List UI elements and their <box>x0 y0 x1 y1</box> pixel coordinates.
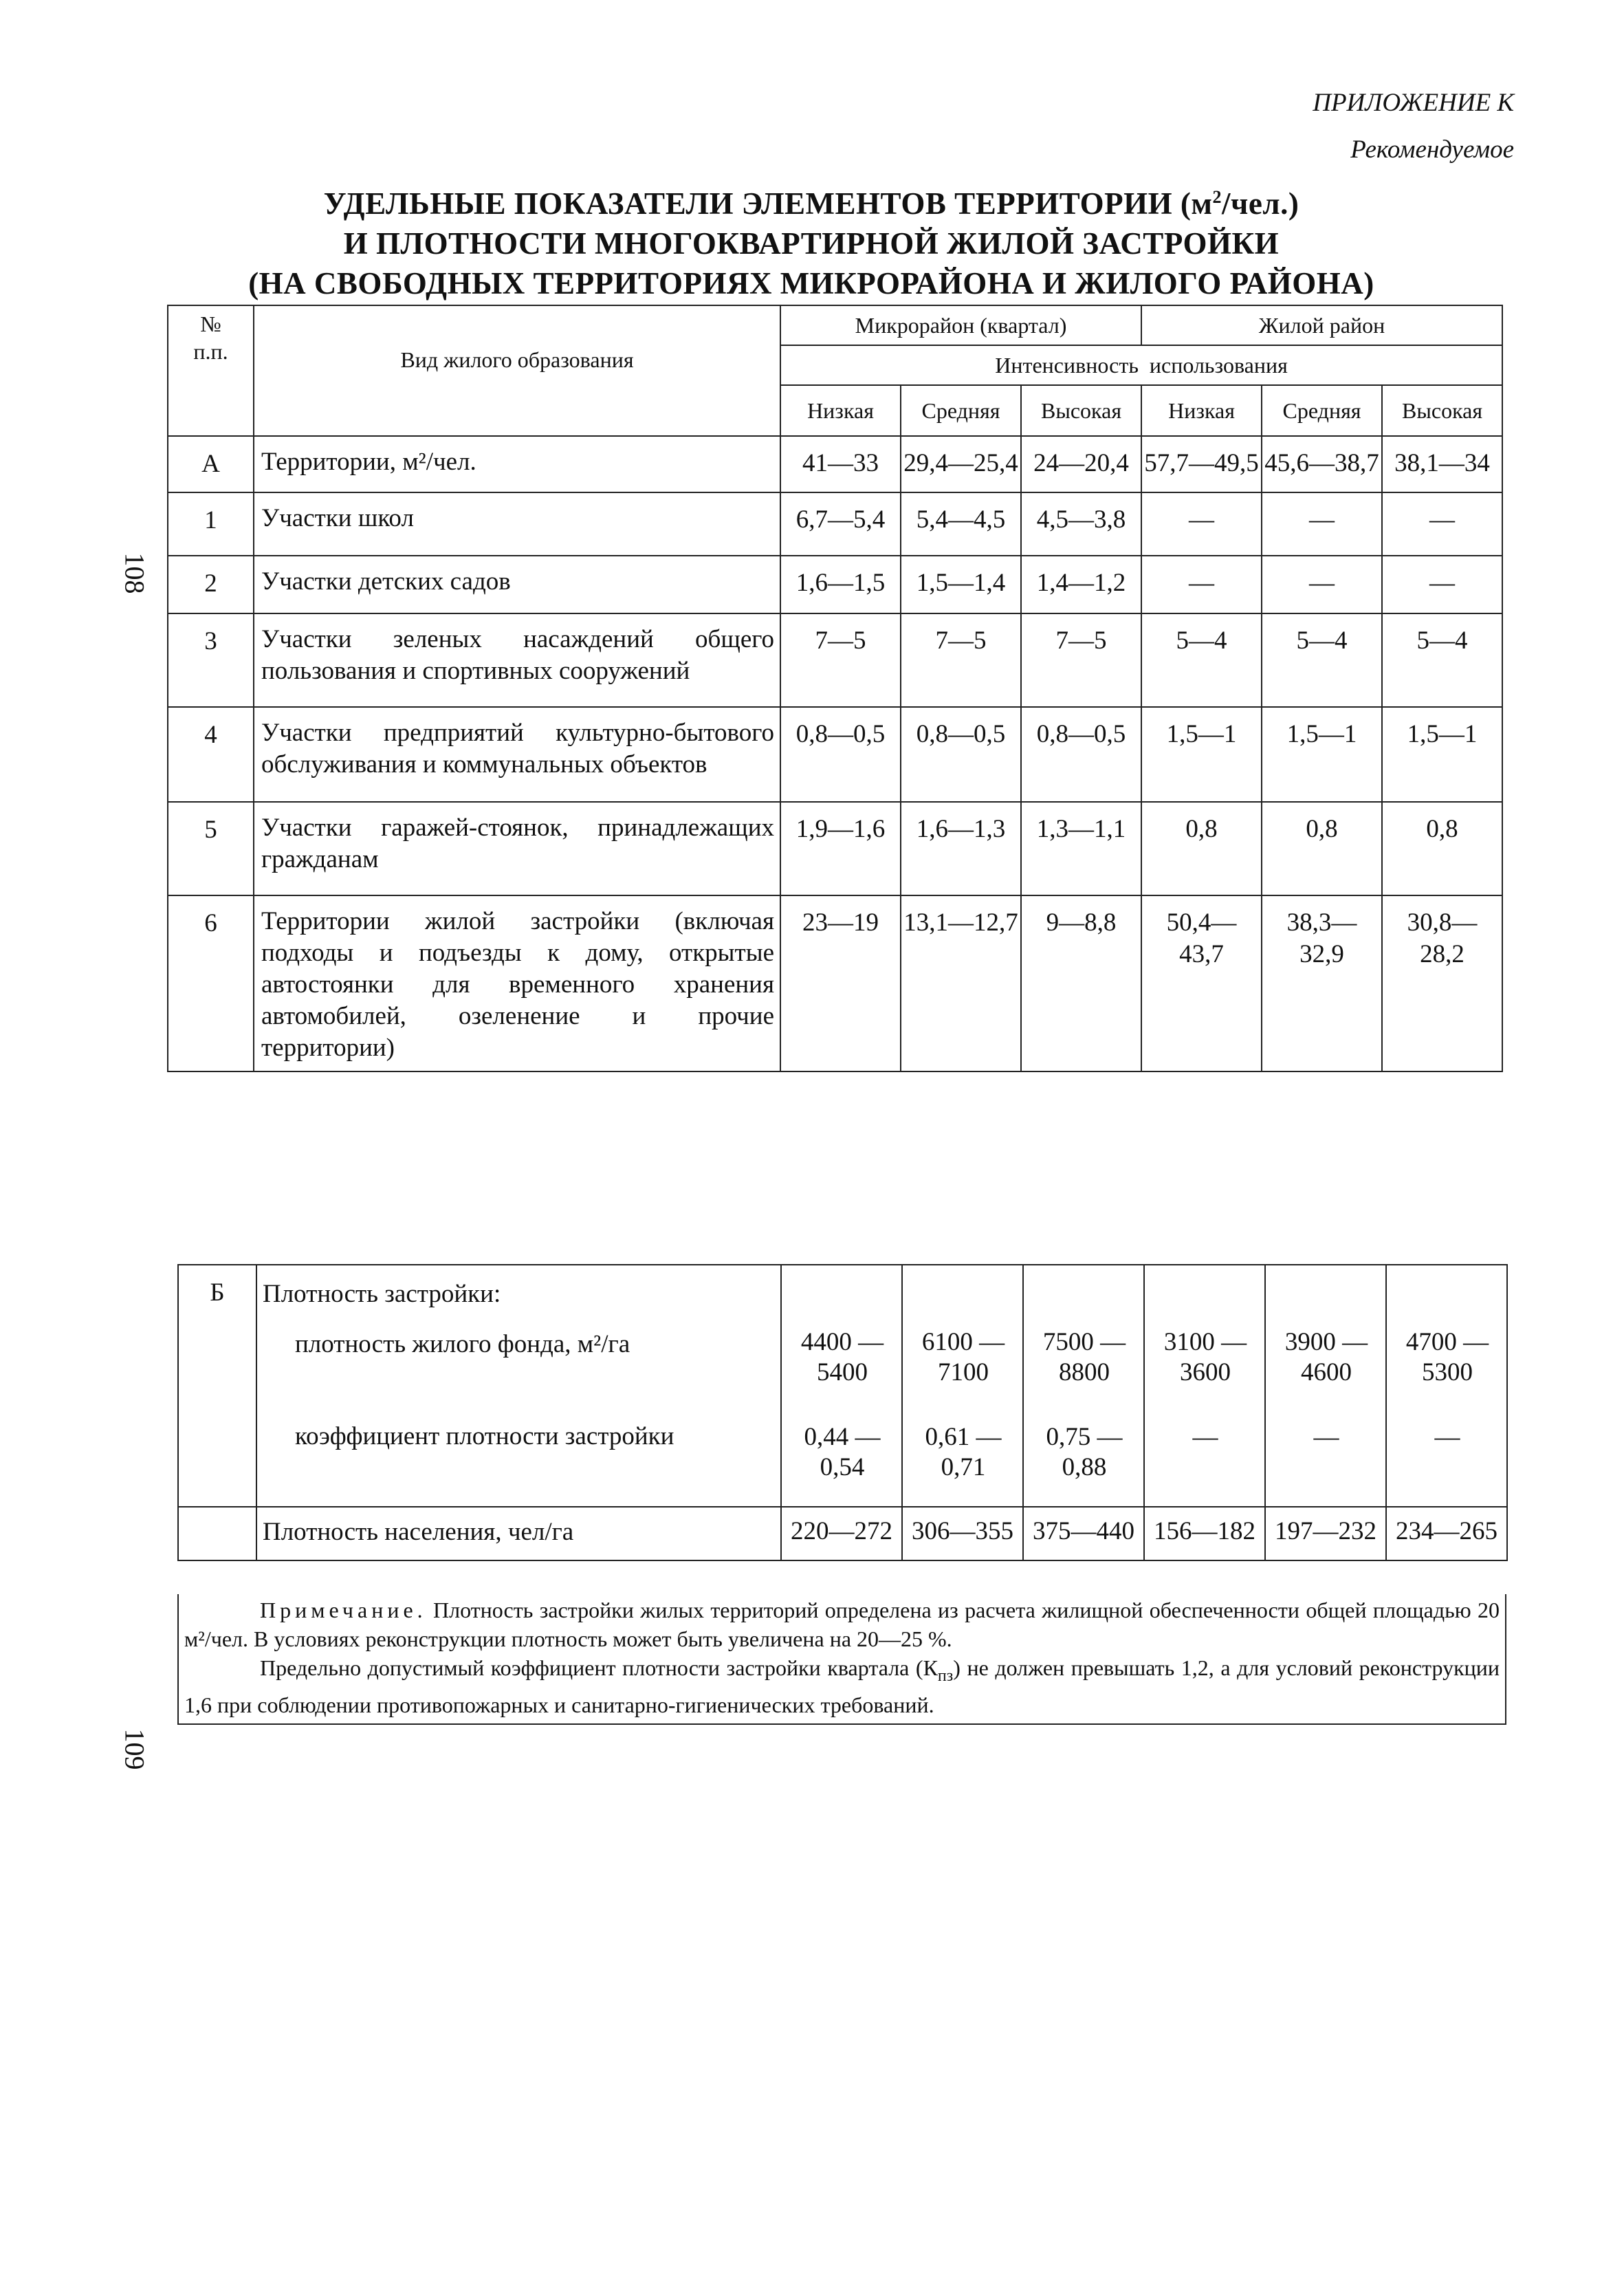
cell-value: 30,8— 28,2 <box>1382 895 1502 1071</box>
cell-value: 1,6—1,5 <box>780 556 901 613</box>
cell-value: 306—355 <box>902 1507 1023 1560</box>
row-id: 2 <box>168 556 254 613</box>
title-line-3: (НА СВОБОДНЫХ ТЕРРИТОРИЯХ МИКРОРАЙОНА И ЖИЛОГО РАЙОНА) <box>248 266 1374 301</box>
row-label: Территории жилой застройки (включая подходы и подъезды к дому, открытые автостоянки для временного хранения автомобилей, озеленение и прочие территории) <box>254 895 780 1071</box>
empty-cell <box>178 1507 256 1560</box>
cell-value: 50,4— 43,7 <box>1141 895 1262 1071</box>
note-1: Примечание. Плотность застройки жилых территорий определена из расчета жилищной обеспеченности общей площадью 20 м²/чел. В условиях реконструкции плотность может быть увеличена на 20—25 %. <box>184 1598 1500 1651</box>
fund-density-label: плотность жилого фонда, м²/га <box>256 1322 781 1415</box>
row-id: 3 <box>168 613 254 707</box>
header-level: Средняя <box>1262 385 1382 436</box>
cell-value: 1,3—1,1 <box>1021 802 1141 895</box>
document-title <box>206 177 1416 303</box>
table-row <box>168 707 1502 802</box>
cell-value: 38,1—34 <box>1382 436 1502 492</box>
cell-value: 0,8—0,5 <box>901 707 1021 802</box>
cell-value: 1,5—1 <box>1382 707 1502 802</box>
cell-value: 0,8—0,5 <box>780 707 901 802</box>
cell-value: 1,5—1 <box>1141 707 1262 802</box>
row-id: 6 <box>168 895 254 1071</box>
cell-value: 0,8 <box>1382 802 1502 895</box>
population-density-label: Плотность населения, чел/га <box>256 1507 781 1560</box>
cell-value: 13,1—12,7 <box>901 895 1021 1071</box>
cell-value: — <box>1262 556 1382 613</box>
coefficient-value: — <box>1192 1423 1218 1451</box>
density-values <box>782 1320 1506 1527</box>
fund-value: 4400 — 5400 <box>800 1328 884 1386</box>
cell-value: 23—19 <box>780 895 901 1071</box>
cell-value: 6,7—5,4 <box>780 492 901 556</box>
fund-value: 3900 — 4600 <box>1284 1328 1368 1386</box>
section-label: Плотность застройки: <box>256 1265 781 1322</box>
cell-value: 0,8 <box>1262 802 1382 895</box>
table-row <box>168 895 1502 1071</box>
header-level: Высокая <box>1021 385 1141 436</box>
coefficient-value: — <box>1313 1423 1339 1451</box>
cell-value: 197—232 <box>1265 1507 1386 1560</box>
row-label: Участки предприятий культурно-бытового обслуживания и коммунальных объектов <box>254 707 780 802</box>
cell-value: 38,3— 32,9 <box>1262 895 1382 1071</box>
header-intensity: Интенсивность использования <box>780 345 1502 385</box>
fund-value: 7500 — 8800 <box>1042 1328 1126 1386</box>
cell-value: 220—272 <box>781 1507 902 1560</box>
header-microdistrict: Микрорайон (квартал) <box>780 305 1141 345</box>
header-level: Средняя <box>901 385 1021 436</box>
cell-value: 5—4 <box>1141 613 1262 707</box>
cell-value: 1,4—1,2 <box>1021 556 1141 613</box>
header-formation-type: Вид жилого образования <box>254 305 780 436</box>
cell-value: — <box>1382 556 1502 613</box>
row-label: Участки школ <box>254 492 780 556</box>
row-label: Участки зеленых насаждений общего пользования и спортивных сооружений <box>254 613 780 707</box>
cell-value: 5,4—4,5 <box>901 492 1021 556</box>
cell-value: 57,7—49,5 <box>1141 436 1262 492</box>
row-id: 4 <box>168 707 254 802</box>
fund-value: 4700 — 5300 <box>1405 1328 1489 1386</box>
cell-value: 29,4—25,4 <box>901 436 1021 492</box>
note-2: Предельно допустимый коэффициент плотности застройки квартала $(К_{пз})$ не должен превышать 1,2, а для условий реконструкции 1,6 при соблюдении противопожарных и санитарно-гигиенических требований. <box>184 1655 1500 1717</box>
row-id: 1 <box>168 492 254 556</box>
coefficient-value: 0,44 — 0,54 <box>804 1423 881 1481</box>
table-row <box>168 436 1502 492</box>
header-level: Высокая <box>1382 385 1502 436</box>
page-number-109: 109 <box>119 1728 151 1770</box>
table-row <box>168 802 1502 895</box>
fund-value: 3100 — 3600 <box>1163 1328 1247 1386</box>
cell-value: 45,6—38,7 <box>1262 436 1382 492</box>
cell-value: 4,5—3,8 <box>1021 492 1141 556</box>
table-row <box>168 613 1502 707</box>
cell-value: 7—5 <box>1021 613 1141 707</box>
header-level: Низкая <box>780 385 901 436</box>
header-number: № п.п. <box>168 305 254 436</box>
coefficient-value: 0,61 — 0,71 <box>925 1423 1002 1481</box>
cell-value: 5—4 <box>1262 613 1382 707</box>
header-residential-district: Жилой район <box>1141 305 1502 345</box>
note-label: Примечание. <box>260 1598 427 1622</box>
row-id: Б <box>178 1265 256 1507</box>
cell-value: — <box>1382 492 1502 556</box>
cell-value: — <box>1262 492 1382 556</box>
row-id: А <box>168 436 254 492</box>
cell-value: 234—265 <box>1386 1507 1507 1560</box>
row-label: Участки гаражей-стоянок, принадлежащих гражданам <box>254 802 780 895</box>
title-line-1: УДЕЛЬНЫЕ ПОКАЗАТЕЛИ ЭЛЕМЕНТОВ ТЕРРИТОРИИ $(м^2/чел.)$ <box>323 186 1299 221</box>
coefficient-label: коэффициент плотности застройки <box>256 1415 781 1507</box>
page-number-108: 108 <box>119 552 151 594</box>
cell-value: 375—440 <box>1023 1507 1144 1560</box>
cell-value: — <box>1141 492 1262 556</box>
coefficient-value: — <box>1434 1423 1460 1451</box>
table-notes <box>177 1594 1506 1725</box>
cell-value: 5—4 <box>1382 613 1502 707</box>
table-row <box>168 556 1502 613</box>
cell-value: 1,5—1 <box>1262 707 1382 802</box>
cell-value: 1,6—1,3 <box>901 802 1021 895</box>
cell-value: 156—182 <box>1144 1507 1265 1560</box>
fund-value: 6100 — 7100 <box>921 1328 1005 1386</box>
row-label: Территории, м²/чел. <box>254 436 780 492</box>
row-label: Участки детских садов <box>254 556 780 613</box>
cell-value: 7—5 <box>901 613 1021 707</box>
title-line-2: И ПЛОТНОСТИ МНОГОКВАРТИРНОЙ ЖИЛОЙ ЗАСТРОЙКИ <box>343 226 1280 261</box>
cell-value: 41—33 <box>780 436 901 492</box>
cell-value: 9—8,8 <box>1021 895 1141 1071</box>
cell-value: — <box>1141 556 1262 613</box>
cell-value: 7—5 <box>780 613 901 707</box>
territory-table <box>167 305 1503 1072</box>
row-id: 5 <box>168 802 254 895</box>
cell-value: 0,8—0,5 <box>1021 707 1141 802</box>
header-level: Низкая <box>1141 385 1262 436</box>
appendix-label: ПРИЛОЖЕНИЕ К <box>1313 89 1514 117</box>
coefficient-value: 0,75 — 0,88 <box>1046 1423 1123 1481</box>
cell-value: 24—20,4 <box>1021 436 1141 492</box>
appendix-status: Рекомендуемое <box>1350 135 1514 164</box>
table-row <box>168 492 1502 556</box>
cell-value: 1,9—1,6 <box>780 802 901 895</box>
cell-value: 1,5—1,4 <box>901 556 1021 613</box>
cell-value: 0,8 <box>1141 802 1262 895</box>
